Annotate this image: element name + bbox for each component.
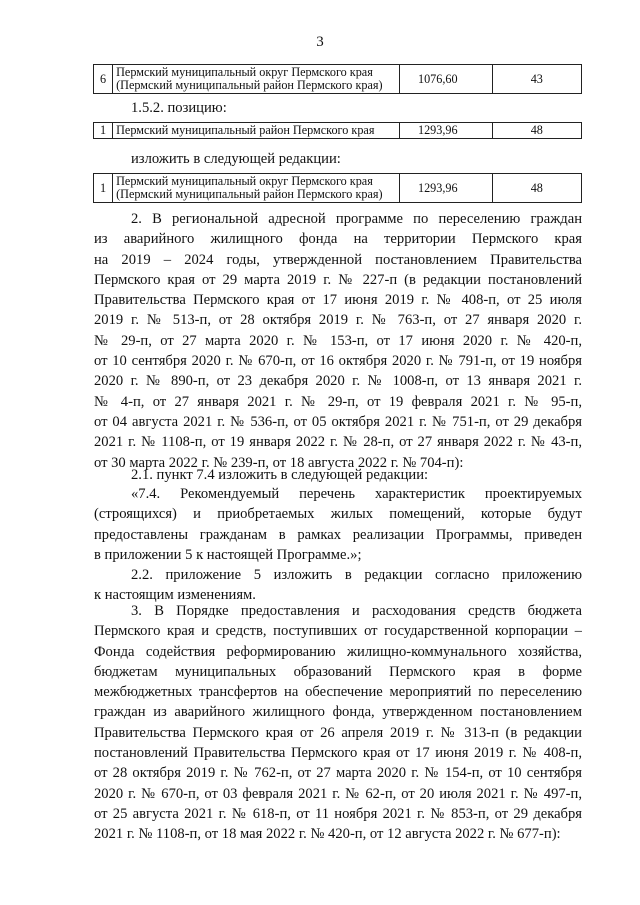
- paragraph-line: из аварийного жилищного фонда на территории Пермского края: [94, 231, 582, 248]
- paragraph-line: Фонда содействия реформированию жилищно-коммунального хозяйства,: [94, 643, 582, 660]
- item-2-1: 2.1. пункт 7.4 изложить в следующей редакции:: [131, 467, 429, 483]
- paragraph-line: 2020 г. № 670-п, от 03 февраля 2021 г. № 62-п, от 20 июля 2021 г. № 497-п,: [94, 785, 582, 802]
- paragraph-line: на 2019 – 2024 годы, утвержденной постановлением Правительства: [94, 251, 582, 268]
- count-value: 43: [492, 65, 581, 94]
- paragraph-line: «7.4. Рекомендуемый перечень характеристик проектируемых: [131, 486, 582, 502]
- paragraph-line: от 04 августа 2021 г. № 536-п, от 05 октября 2021 г. № 751-п, от 29 декабря: [94, 413, 582, 430]
- table-row-okrug-1: [93, 173, 582, 203]
- paragraph-line: Пермского края и средств, поступивших от государственной корпорации –: [94, 623, 582, 640]
- name-line-2: (Пермский муниципальный район Пермского края): [116, 187, 383, 201]
- municipality-name: [113, 174, 400, 203]
- paragraph-line: 2021 г. № 1108-п, от 18 мая 2022 г. № 420-п, от 12 августа 2022 г. № 677-п):: [94, 826, 561, 843]
- paragraph-line: 2021 г. № 1108-п, от 19 января 2022 г. № 28-п, от 27 января 2022 г. № 43-п,: [94, 434, 582, 451]
- area-value: 1293,96: [399, 174, 492, 203]
- area-value: 1293,96: [399, 123, 492, 139]
- table-row-okrug-6: [93, 64, 582, 94]
- paragraph-line: бюджетам муниципальных образований Пермского края в форме: [94, 663, 582, 680]
- name-line-2: (Пермский муниципальный район Пермского края): [116, 78, 383, 92]
- paragraph-line: № 29-п, от 27 марта 2020 г. № 153-п, от 17 июня 2020 г. № 420-п,: [94, 332, 582, 349]
- paragraph-line: Правительства Пермского края от 17 июня 2019 г. № 408-п, от 25 июля: [94, 292, 582, 309]
- paragraph-line: 2.2. приложение 5 изложить в редакции согласно приложению: [131, 567, 582, 583]
- paragraph-line: предоставлены гражданам в рамках реализации Программы, приведен: [94, 526, 582, 543]
- paragraph-line: Правительства Пермского края от 26 апреля 2019 г. № 313-п (в редакции: [94, 724, 582, 741]
- name-line-1: Пермский муниципальный округ Пермского края: [116, 65, 373, 79]
- paragraph-line: (строящихся) и приобретаемых жилых помещений, которые будут: [94, 506, 582, 523]
- page-number: 3: [316, 34, 324, 50]
- paragraph-line: в приложении 5 к настоящей Программе.»;: [94, 546, 362, 563]
- position-label: 1.5.2. позицию:: [131, 100, 227, 116]
- paragraph-line: 2. В региональной адресной программе по переселению граждан: [131, 211, 582, 227]
- municipality-name: Пермский муниципальный район Пермского края: [113, 123, 400, 139]
- replace-label: изложить в следующей редакции:: [131, 151, 341, 167]
- paragraph-line: межбюджетных трансфертов на обеспечение мероприятий по переселению: [94, 684, 582, 701]
- paragraph-3-procedure: [94, 601, 582, 845]
- paragraph-line: 2019 г. № 513-п, от 28 октября 2019 г. № 763-п, от 27 января 2020 г.: [94, 312, 582, 329]
- paragraph-line: 2020 г. № 890-п, от 23 декабря 2020 г. № 1008-п, от 13 января 2021 г.: [94, 373, 582, 390]
- paragraph-line: 3. В Порядке предоставления и расходования средств бюджета: [131, 603, 582, 619]
- paragraph-line: от 10 сентября 2020 г. № 670-п, от 16 октября 2020 г. № 791-п, от 19 ноября: [94, 353, 582, 370]
- row-number: 1: [94, 174, 113, 203]
- row-number: 6: [94, 65, 113, 94]
- paragraph-line: постановлений Правительства Пермского края от 17 июня 2019 г. № 408-п,: [94, 745, 582, 762]
- paragraph-line: граждан из аварийного жилищного фонда, утвержденном постановлением: [94, 704, 582, 721]
- paragraph-line: к настоящим изменениям.: [94, 587, 256, 604]
- paragraph-line: от 25 августа 2021 г. № 618-п, от 11 ноября 2021 г. № 853-п, от 29 декабря: [94, 805, 582, 822]
- municipality-name: [113, 65, 400, 94]
- paragraph-2-regional-program: [94, 209, 582, 473]
- table-row-raion-1: [93, 122, 582, 139]
- name-line-1: Пермский муниципальный округ Пермского края: [116, 174, 373, 188]
- paragraph-line: Пермского края от 29 марта 2019 г. № 227-п (в редакции постановлений: [94, 271, 582, 288]
- area-value: 1076,60: [399, 65, 492, 94]
- paragraph-7-4-quote: [94, 484, 582, 565]
- count-value: 48: [492, 174, 581, 203]
- paragraph-line: № 4-п, от 27 января 2021 г. № 29-п, от 19 февраля 2021 г. № 95-п,: [94, 393, 582, 410]
- paragraph-line: от 28 октября 2019 г. № 762-п, от 27 марта 2020 г. № 154-п, от 10 сентября: [94, 765, 582, 782]
- paragraph-2-2: [94, 565, 582, 606]
- paragraph-line: от 30 марта 2022 г. № 239-п, от 18 августа 2022 г. № 704-п):: [94, 454, 464, 471]
- row-number: 1: [94, 123, 113, 139]
- count-value: 48: [492, 123, 581, 139]
